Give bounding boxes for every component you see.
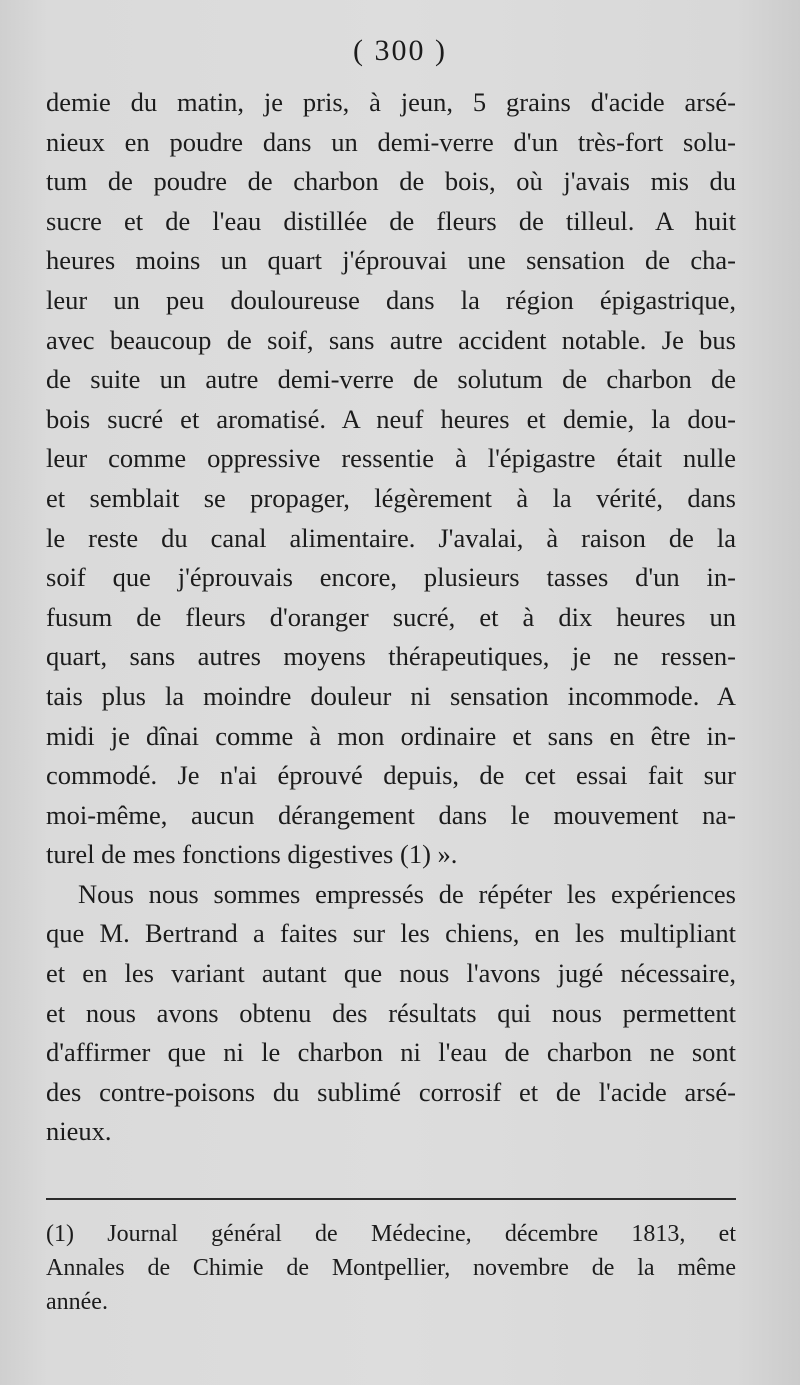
footnote-line: (1) Journal général de Médecine, décembre 1813, et [46, 1221, 736, 1247]
text-line: que M. Bertrand a faites sur les chiens, en les multipliant [46, 918, 736, 949]
main-text [46, 83, 736, 1152]
text-line: midi je dînai comme à mon ordinaire et sans en être in- [46, 720, 736, 751]
text-line: demie du matin, je pris, à jeun, 5 grains d'acide arsé- [46, 87, 736, 117]
text-line: heures moins un quart j'éprouvai une sensation de cha- [46, 245, 736, 276]
text-line: moi-même, aucun dérangement dans le mouvement na- [46, 799, 736, 830]
text-line: turel de mes fonctions digestives (1) ». [46, 839, 458, 870]
text-line: fusum de fleurs d'oranger sucré, et à dix heures un [46, 601, 736, 632]
footnote [46, 1217, 736, 1319]
page-number-header: ( 300 ) [353, 34, 447, 67]
text-line: Nous nous sommes empressés de répéter les expériences [78, 878, 736, 909]
text-line: soif que j'éprouvais encore, plusieurs tasses d'un in- [46, 562, 736, 593]
text-line: et semblait se propager, légèrement à la vérité, dans [46, 482, 736, 513]
text-line: avec beaucoup de soif, sans autre accident notable. Je bus [46, 324, 736, 355]
text-line: nieux en poudre dans un demi-verre d'un très-fort solu- [46, 126, 736, 157]
text-line: bois sucré et aromatisé. A neuf heures et demie, la dou- [46, 403, 736, 434]
text-line: leur comme oppressive ressentie à l'épigastre était nulle [46, 443, 736, 474]
footnote-divider [46, 1198, 736, 1200]
text-line: commodé. Je n'ai éprouvé depuis, de cet essai fait sur [46, 760, 736, 791]
text-line: leur un peu douloureuse dans la région épigastrique, [46, 284, 736, 315]
text-line: de suite un autre demi-verre de solutum de charbon de [46, 364, 736, 395]
text-line: et en les variant autant que nous l'avons jugé nécessaire, [46, 958, 736, 989]
text-line: des contre-poisons du sublimé corrosif et de l'acide arsé- [46, 1076, 736, 1107]
footnote-line: année. [46, 1289, 108, 1315]
text-line: nieux. [46, 1116, 112, 1147]
text-line: le reste du canal alimentaire. J'avalai, à raison de la [46, 522, 736, 553]
text-line: tum de poudre de charbon de bois, où j'avais mis du [46, 166, 736, 197]
text-line: quart, sans autres moyens thérapeutiques, je ne ressen- [46, 641, 736, 672]
text-line: tais plus la moindre douleur ni sensation incommode. A [46, 680, 736, 711]
text-line: d'affirmer que ni le charbon ni l'eau de charbon ne sont [46, 1037, 736, 1068]
footnote-line: Annales de Chimie de Montpellier, novembre de la même [46, 1255, 736, 1281]
text-line: sucre et de l'eau distillée de fleurs de tilleul. A huit [46, 205, 736, 236]
text-line: et nous avons obtenu des résultats qui nous permettent [46, 997, 736, 1028]
